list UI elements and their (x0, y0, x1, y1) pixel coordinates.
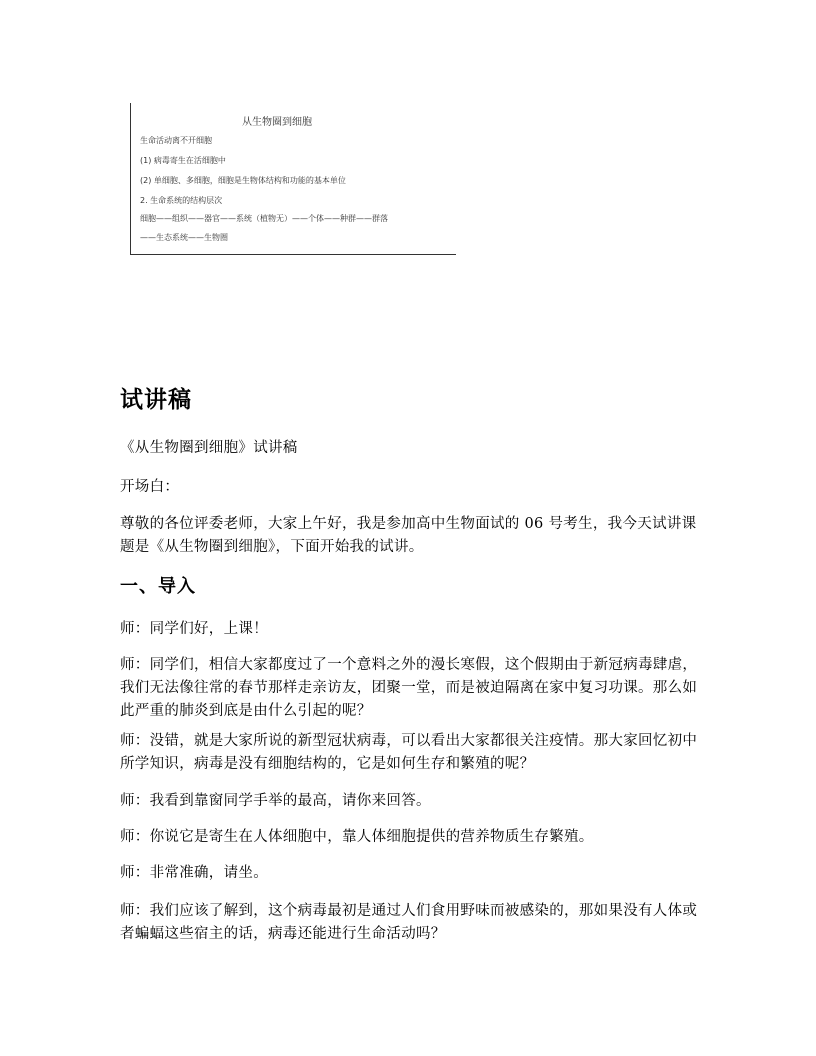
paragraph-1: 师：同学们好，上课！ (120, 621, 268, 637)
opening-label: 开场白： (120, 479, 180, 495)
paragraph-2: 师：同学们，相信大家都度过了一个意料之外的漫长寒假，这个假期由于新冠病毒肆虐，我们无法像往常的春节那样走亲访友，团聚一堂，而是被迫隔离在家中复习功课。那么如此严重的肺炎到底是由什么引起的呢？ (120, 657, 698, 719)
intro-paragraph: 尊敬的各位评委老师，大家上午好，我是参加高中生物面试的 06 号考生，我今天试讲课题是《从生物圈到细胞》，下面开始我的试讲。 (120, 516, 697, 555)
paragraph-4: 师：我看到靠窗同学手举的最高，请你来回答。 (120, 793, 431, 809)
document-heading: 试讲稿 (120, 387, 192, 413)
document-subtitle: 《从生物圈到细胞》试讲稿 (120, 440, 298, 456)
figure-left-border (130, 103, 131, 255)
figure-bottom-border (130, 254, 456, 255)
section-heading-intro: 一、导入 (120, 576, 196, 597)
figure-line-5: 细胞——组织——器官——系统（植物无）——个体——种群——群落 (140, 214, 388, 223)
figure-line-2: (1) 病毒寄生在活细胞中 (140, 156, 226, 165)
paragraph-3: 师：没错，就是大家所说的新型冠状病毒，可以看出大家都很关注疫情。那大家回忆初中所学知识，病毒是没有细胞结构的，它是如何生存和繁殖的呢？ (120, 733, 698, 772)
figure-line-1: 生命活动离不开细胞 (140, 136, 212, 145)
figure-line-3: (2) 单细胞、多细胞，细胞是生物体结构和功能的基本单位 (140, 176, 346, 185)
figure-line-4: 2. 生命系统的结构层次 (140, 196, 223, 205)
paragraph-5: 师：你说它是寄生在人体细胞中，靠人体细胞提供的营养物质生存繁殖。 (120, 829, 594, 845)
blackboard-figure (130, 103, 456, 255)
figure-title: 从生物圈到细胞 (242, 117, 312, 128)
paragraph-6: 师：非常准确，请坐。 (120, 865, 268, 881)
figure-line-6: ——生态系统——生物圈 (140, 233, 228, 242)
paragraph-7: 师：我们应该了解到，这个病毒最初是通过人们食用野味而被感染的，那如果没有人体或者蝙蝠这些宿主的话，病毒还能进行生命活动吗？ (120, 903, 698, 942)
